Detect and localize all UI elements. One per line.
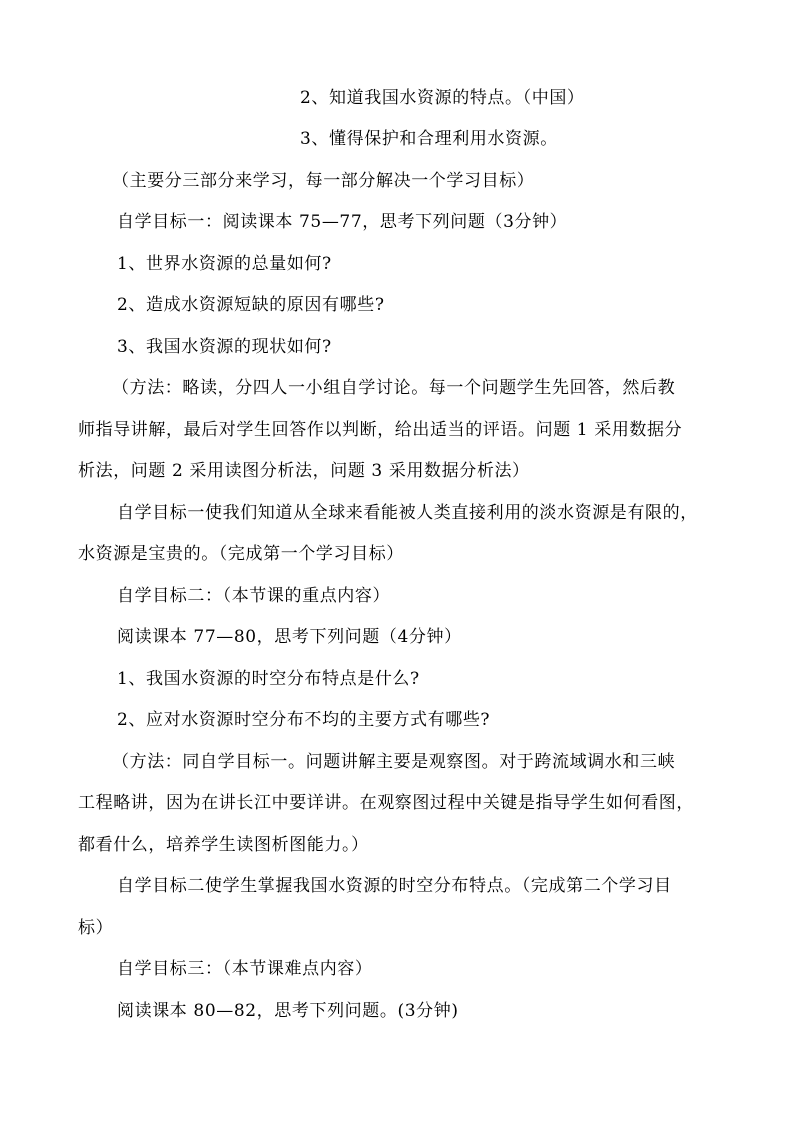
goal-1-summary-line-2: 水资源是宝贵的。（完成第一个学习目标） [78,544,404,564]
goal-1-summary-line-1: 自学目标一使我们知道从全球来看能被人类直接利用的淡水资源是有限的， [117,503,698,523]
self-study-goal-1-heading: 自学目标一：阅读课本 75—77，思考下列问题（3分钟） [117,212,568,232]
goal-2-summary-line-1: 自学目标二使学生掌握我国水资源的时空分布特点。（完成第二个学习目 [117,876,672,896]
goal-1-question-2: 2、造成水资源短缺的原因有哪些? [117,295,385,315]
goal-1-method-line-3: 析法，问题 2 采用读图分析法，问题 3 采用数据分析法） [78,461,530,481]
goal-2-reading: 阅读课本 77—80，思考下列问题（4分钟） [117,627,462,647]
goal-2-method-line-2: 工程略讲，因为在讲长江中要详讲。在观察图过程中关键是指导学生如何看图， [78,793,694,813]
goal-3-reading: 阅读课本 80—82，思考下列问题。(3分钟) [117,1001,459,1021]
self-study-goal-3-heading: 自学目标三：（本节课难点内容） [117,959,373,979]
study-note: （主要分三部分来学习，每一部分解决一个学习目标） [112,171,535,191]
objective-line-2: 2、知道我国水资源的特点。（中国） [300,88,585,108]
goal-2-question-1: 1、我国水资源的时空分布特点是什么? [117,669,420,689]
goal-2-method-line-1: （方法：同自学目标一。问题讲解主要是观察图。对于跨流域调水和三峡 [112,752,676,772]
goal-1-question-3: 3、我国水资源的现状如何? [117,337,332,357]
goal-2-question-2: 2、应对水资源时空分布不均的主要方式有哪些? [117,710,491,730]
goal-2-summary-line-2: 标） [78,918,114,938]
goal-1-method-line-2: 师指导讲解，最后对学生回答作以判断，给出适当的评语。问题 1 采用数据分 [78,420,683,440]
goal-1-question-1: 1、世界水资源的总量如何? [117,254,332,274]
objective-line-3: 3、懂得保护和合理利用水资源。 [300,129,558,149]
goal-2-method-line-3: 都看什么，培养学生读图析图能力。） [78,835,369,855]
goal-1-method-line-1: （方法：略读，分四人一小组自学讨论。每一个问题学生先回答，然后教 [112,378,676,398]
self-study-goal-2-heading: 自学目标二：（本节课的重点内容） [117,586,391,606]
